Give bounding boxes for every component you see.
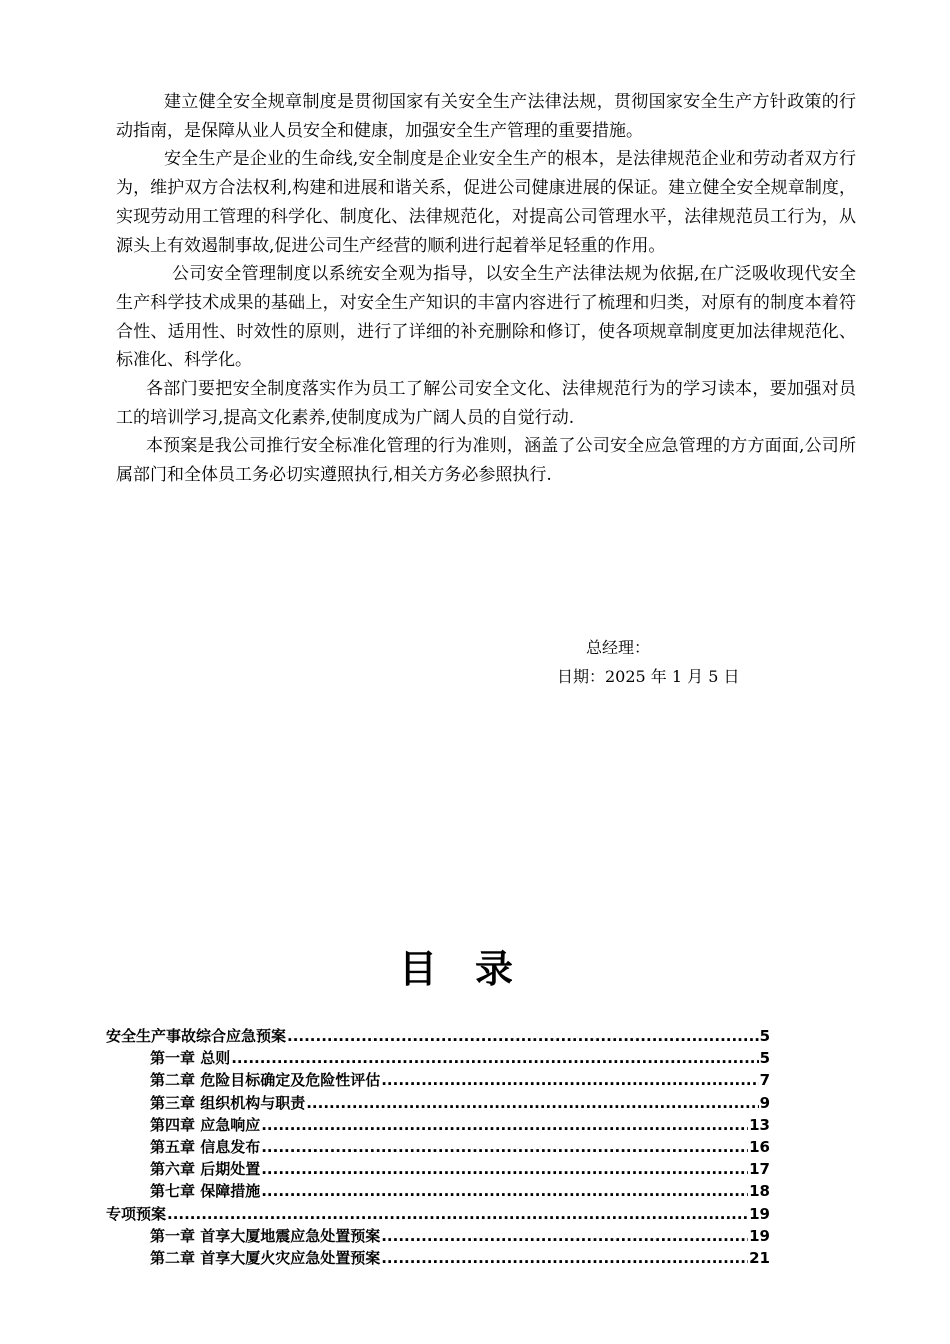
toc-entry[interactable]	[106, 1203, 770, 1225]
toc-entry-label: 专项预案	[106, 1204, 167, 1223]
toc-leader-dots	[167, 1203, 748, 1225]
toc-entry-page: 18	[749, 1182, 770, 1201]
toc-entry-label: 第四章 应急响应	[150, 1115, 261, 1134]
toc-entry-page: 16	[749, 1138, 770, 1157]
toc-entry[interactable]	[106, 1180, 770, 1202]
table-of-contents	[106, 1025, 770, 1269]
toc-leader-dots	[287, 1025, 759, 1047]
toc-entry[interactable]	[106, 1047, 770, 1069]
toc-entry-label: 第六章 后期处置	[150, 1160, 261, 1179]
toc-leader-dots	[231, 1047, 758, 1069]
toc-leader-dots	[261, 1158, 748, 1180]
toc-entry-page: 5	[759, 1027, 770, 1045]
toc-entry[interactable]	[106, 1114, 770, 1136]
toc-leader-dots	[261, 1180, 748, 1202]
toc-leader-dots	[261, 1136, 748, 1158]
toc-entry[interactable]	[106, 1225, 770, 1247]
preface-section	[116, 88, 856, 490]
toc-entry-label: 第二章 危险目标确定及危险性评估	[150, 1071, 381, 1090]
toc-entry[interactable]	[106, 1092, 770, 1114]
toc-leader-dots	[381, 1225, 748, 1247]
preface-paragraph-3: 公司安全管理制度以系统安全观为指导，以安全生产法律法规为依据,在广泛吸收现代安全生产科学技术成果的基础上，对安全生产知识的丰富内容进行了梳理和归类，对原有的制度本着符合性、适用性、时效性的原则，进行了详细的补充删除和修订，使各项规章制度更加法律规范化、标准化、科学化。	[116, 264, 856, 371]
toc-entry[interactable]	[106, 1025, 770, 1047]
toc-entry-label: 第一章 首享大厦地震应急处置预案	[150, 1226, 381, 1245]
toc-entry-label: 第一章 总则	[150, 1049, 231, 1068]
toc-entry-label: 第五章 信息发布	[150, 1138, 261, 1157]
toc-leader-dots	[306, 1092, 758, 1114]
toc-entry-page: 19	[749, 1226, 770, 1245]
toc-entry-label: 第三章 组织机构与职责	[150, 1093, 306, 1112]
preface-paragraph-4: 各部门要把安全制度落实作为员工了解公司安全文化、法律规范行为的学习读本，要加强对员工的培训学习,提高文化素养,使制度成为广阔人员的自觉行动.	[116, 379, 856, 428]
toc-leader-dots	[381, 1247, 748, 1269]
toc-entry-page: 13	[749, 1115, 770, 1134]
preface-paragraph-5: 本预案是我公司推行安全标准化管理的行为准则，涵盖了公司安全应急管理的方方面面,公司所属部门和全体员工务必切实遵照执行,相关方务必参照执行.	[116, 436, 856, 486]
toc-entry-page: 5	[759, 1049, 770, 1068]
toc-entry[interactable]	[106, 1136, 770, 1158]
toc-entry-label: 安全生产事故综合应急预案	[106, 1027, 287, 1045]
toc-leader-dots	[261, 1114, 748, 1136]
toc-entry-page: 7	[759, 1071, 770, 1090]
toc-entry-page: 9	[759, 1093, 770, 1112]
toc-entry-label: 第七章 保障措施	[150, 1182, 261, 1201]
date-line: 日期：2025 年 1 月 5 日	[557, 667, 740, 686]
preface-paragraph-2: 安全生产是企业的生命线,安全制度是企业安全生产的根本，是法律规范企业和劳动者双方行为，维护双方合法权利,构建和进展和谐关系，促进公司健康进展的保证。建立健全安全规章制度，实现劳动用工管理的科学化、制度化、法律规范化，对提高公司管理水平，法律规范员工行为，从源头上有效遏制事故,促进公司生产经营的顺利进行起着举足轻重的作用。	[116, 149, 856, 256]
toc-entry[interactable]	[106, 1158, 770, 1180]
toc-entry-label: 第二章 首享大厦火灾应急处置预案	[150, 1249, 381, 1268]
signature-label: 总经理：	[586, 638, 651, 657]
toc-title: 目录	[398, 947, 551, 991]
toc-leader-dots	[381, 1069, 758, 1091]
toc-entry[interactable]	[106, 1247, 770, 1269]
toc-entry-page: 21	[749, 1249, 770, 1268]
preface-paragraph-1: 建立健全安全规章制度是贯彻国家有关安全生产法律法规，贯彻国家安全生产方针政策的行动指南，是保障从业人员安全和健康，加强安全生产管理的重要措施。	[116, 92, 856, 141]
toc-entry[interactable]	[106, 1069, 770, 1091]
toc-entry-page: 17	[749, 1160, 770, 1179]
toc-entry-page: 19	[749, 1204, 770, 1223]
